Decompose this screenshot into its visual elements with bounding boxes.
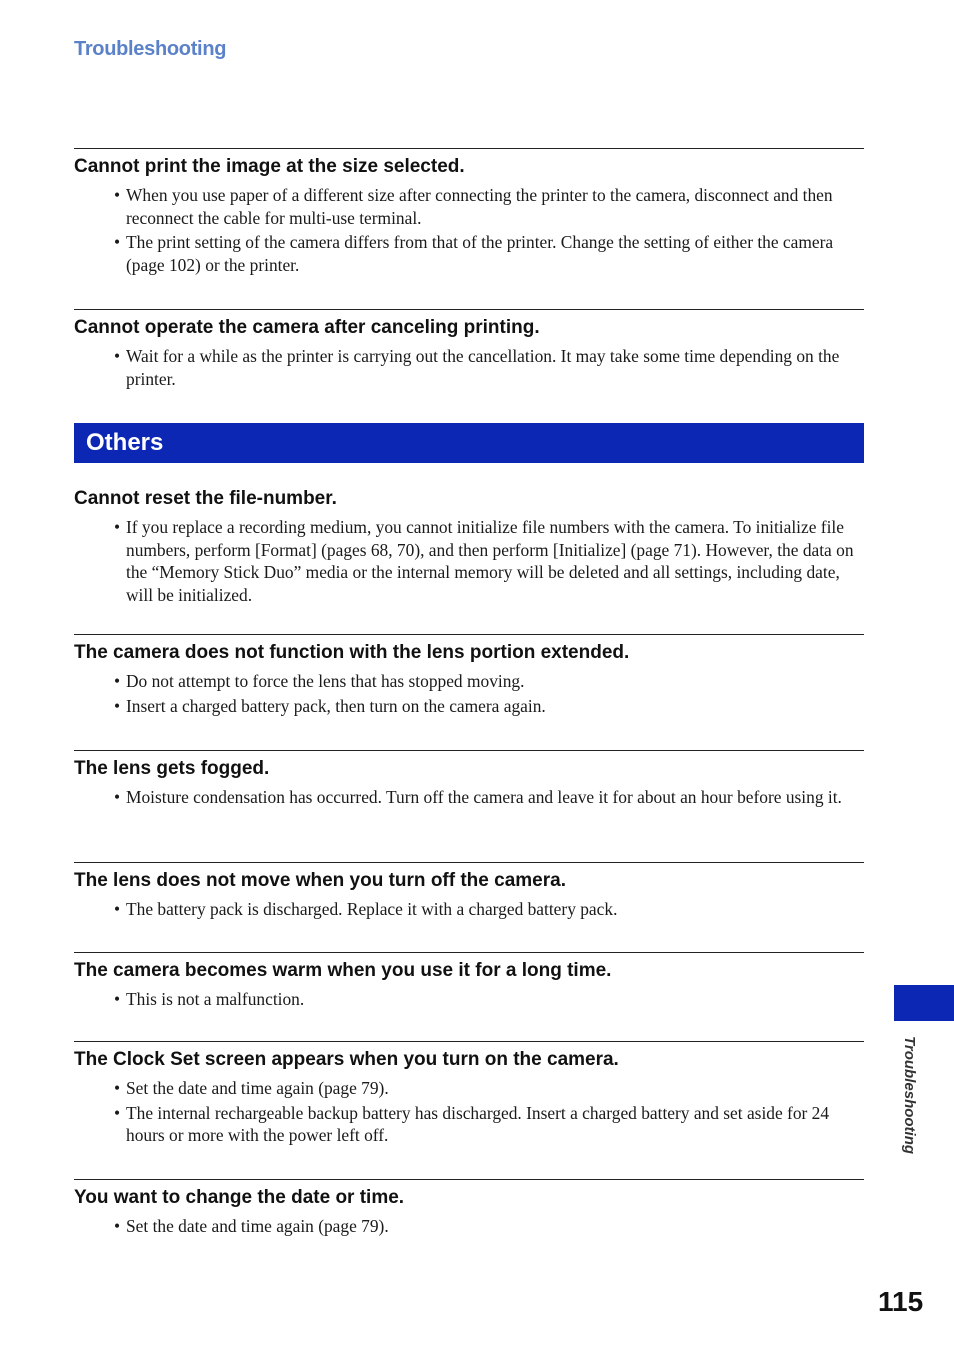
page-content [74, 148, 864, 1257]
entry [74, 862, 864, 952]
entry [74, 1041, 864, 1179]
entry-title: Cannot operate the camera after canceling printing. [74, 317, 540, 338]
bullet-item: • Do not attempt to force the lens that has stopped moving. [114, 671, 525, 691]
bullet-icon: • [114, 989, 121, 1009]
entry [74, 634, 864, 750]
entry [74, 148, 864, 309]
bullet-list [74, 898, 864, 921]
entry-title: The camera becomes warm when you use it for a long time. [74, 960, 612, 981]
entries-others [74, 488, 864, 1257]
bullet-item: • When you use paper of a different size after connecting the printer to the camera, disconnect and then reconnect the cable for multi-use terminal. [114, 185, 833, 228]
entry-title: The Clock Set screen appears when you turn on the camera. [74, 1049, 619, 1070]
bullet-item: • This is not a malfunction. [114, 989, 305, 1009]
bullet-list [74, 345, 864, 390]
category-bar-others: Others [74, 423, 864, 463]
bullet-item: • Set the date and time again (page 79). [114, 1078, 389, 1098]
bullet-item: • Wait for a while as the printer is carrying out the cancellation. It may take some time depending on the printer. [114, 346, 840, 389]
bullet-icon: • [114, 185, 121, 205]
entry-title: The camera does not function with the lens portion extended. [74, 642, 630, 663]
entry [74, 488, 864, 634]
bullet-list [74, 670, 864, 717]
bullet-icon: • [114, 671, 121, 691]
entry [74, 309, 864, 423]
bullet-icon: • [114, 1102, 121, 1123]
bullet-list [74, 786, 864, 809]
entry-title: The lens gets fogged. [74, 758, 270, 779]
bullet-item: • If you replace a recording medium, you cannot initialize file numbers with the camera. To initialize file numbers, perform [Format] (pages 68, 70), and then perform [Initialize] (page 71). However, the data on the “Memory Stick Duo” media or the internal memory will be deleted and all settings, including date, will be initialized. [114, 517, 854, 605]
side-section-label: Troubleshooting [901, 1036, 918, 1155]
bullet-item: • The battery pack is discharged. Replace it with a charged battery pack. [114, 899, 618, 919]
entries-top [74, 148, 864, 423]
entry-title: You want to change the date or time. [74, 1187, 405, 1208]
bullet-icon: • [114, 232, 121, 252]
bullet-icon: • [114, 517, 121, 537]
entry [74, 750, 864, 862]
bullet-item: • The internal rechargeable backup battery has discharged. Insert a charged battery and set aside for 24 hours or more with the power left off. [114, 1102, 830, 1145]
bullet-icon: • [114, 899, 121, 919]
bullet-list [74, 1215, 864, 1238]
page-number: 115 [878, 1286, 924, 1317]
entry-title: Cannot reset the file-number. [74, 488, 337, 509]
bullet-icon: • [114, 346, 121, 366]
bullet-item: • The print setting of the camera differs from that of the printer. Change the setting of either the camera (page 102) or the printer. [114, 232, 834, 275]
bullet-list [74, 516, 864, 606]
bullet-list [74, 184, 864, 276]
bullet-icon: • [114, 1216, 121, 1236]
bullet-icon: • [114, 787, 121, 807]
spacer [74, 463, 864, 488]
bullet-item: • Insert a charged battery pack, then turn on the camera again. [114, 695, 546, 716]
bullet-item: • Set the date and time again (page 79). [114, 1216, 389, 1236]
bullet-list [74, 988, 864, 1011]
bullet-icon: • [114, 1078, 121, 1098]
entry-title: The lens does not move when you turn off the camera. [74, 870, 566, 891]
bullet-item: • Moisture condensation has occurred. Turn off the camera and leave it for about an hour before using it. [114, 787, 842, 807]
side-tab-marker [894, 985, 954, 1021]
bullet-list [74, 1077, 864, 1147]
entry [74, 952, 864, 1041]
bullet-icon: • [114, 695, 121, 716]
entry-title: Cannot print the image at the size selected. [74, 156, 465, 177]
entry [74, 1179, 864, 1257]
section-header: Troubleshooting [74, 38, 227, 60]
